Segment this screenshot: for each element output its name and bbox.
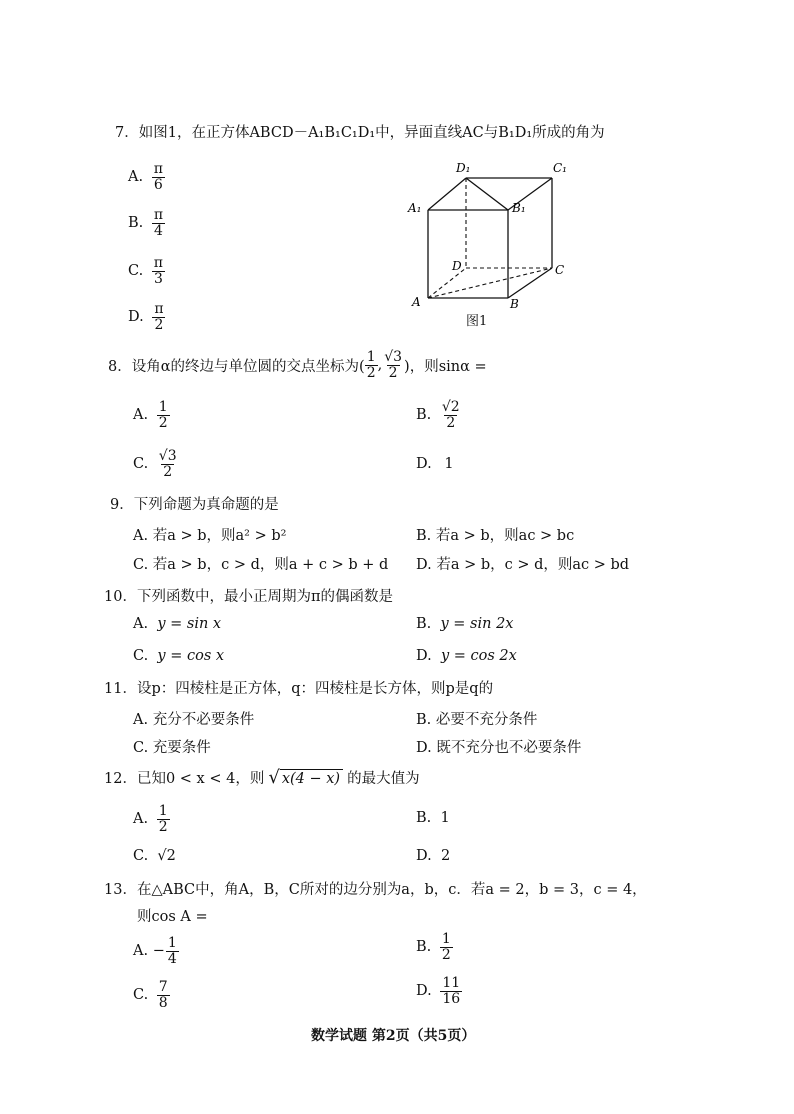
q9-option-b: B. 若a > b，则ac > bc — [416, 528, 575, 544]
q8-coord-y: $\frac{√3}{2}$ — [384, 349, 403, 381]
q12-option-a: A. $\frac{1}{2}$ — [133, 803, 168, 835]
q8-stem-prefix: 8．设角α的终边与单位圆的交点坐标为( — [108, 358, 365, 375]
q10-option-a: A. y = sin x — [133, 616, 222, 632]
option-fraction: $\frac{\pi}{6}$ — [153, 161, 163, 193]
vertex-c1: C₁ — [553, 161, 567, 175]
option-label: B. — [128, 215, 144, 232]
q7-option-d — [128, 302, 166, 332]
q10-stem: 10．下列函数中，最小正周期为π的偶函数是 — [104, 589, 393, 605]
option-fraction: $\frac{√3}{2}$ — [158, 448, 177, 480]
vertex-b: B — [510, 297, 519, 311]
q12-stem-suffix: 的最大值为 — [347, 771, 420, 787]
q7-option-c — [128, 256, 165, 286]
vertex-d1: D₁ — [456, 161, 471, 175]
figure-caption: 图1 — [466, 314, 488, 329]
page-footer: 数学试题 第2页（共5页） — [311, 1028, 476, 1044]
option-fraction: $\frac{1}{4}$ — [167, 935, 177, 967]
q12-option-d: D. 2 — [416, 848, 451, 864]
q10-option-b: B. y = sin 2x — [416, 616, 514, 632]
option-fraction: $\frac{1}{2}$ — [441, 931, 451, 963]
option-fraction: $\frac{1}{2}$ — [158, 803, 168, 835]
q13-stem-line1: 13．在△ABC中，角A，B，C所对的边分别为a，b，c．若a = 2，b = 3，c = 4， — [104, 882, 647, 898]
q8-option-c: C. $\frac{√3}{2}$ — [133, 448, 177, 480]
q8-option-a: A. $\frac{1}{2}$ — [133, 399, 168, 431]
option-label: D. — [128, 309, 144, 326]
q12-radicand: x(4 − x) — [280, 769, 343, 787]
q8-stem — [108, 350, 487, 380]
q8-stem-suffix: )，则sinα = — [404, 358, 487, 375]
vertex-a: A — [412, 295, 421, 309]
q8-option-b: B. $\frac{√2}{2}$ — [416, 399, 460, 431]
vertex-a1: A₁ — [408, 201, 422, 215]
option-fraction: $\frac{1}{2}$ — [158, 399, 168, 431]
q11-stem: 11．设p：四棱柱是正方体，q：四棱柱是长方体，则p是q的 — [104, 681, 494, 697]
radical-sign-icon: √ — [268, 766, 280, 788]
option-label: A. — [128, 169, 144, 186]
q8-option-d: D. 1 — [416, 456, 454, 472]
q12-stem-prefix: 12．已知0 < x < 4，则 — [104, 771, 265, 787]
option-fraction: $\frac{\pi}{4}$ — [153, 207, 164, 239]
q7-option-b — [128, 208, 165, 238]
q8-coord-sep: , — [377, 357, 383, 374]
edge-a1d1 — [428, 178, 466, 210]
q9-option-c: C. 若a > b，c > d，则a + c > b + d — [133, 557, 389, 573]
q10-option-d: D. y = cos 2x — [416, 648, 517, 664]
q11-option-a: A. 充分不必要条件 — [133, 712, 255, 728]
q12-stem — [104, 767, 420, 788]
option-fraction: $\frac{7}{8}$ — [158, 979, 168, 1011]
option-fraction: $\frac{\pi}{2}$ — [154, 301, 164, 333]
vertex-b1: B₁ — [512, 201, 526, 215]
q8-coord-x: $\frac{1}{2}$ — [366, 349, 376, 381]
edge-bc — [508, 268, 552, 298]
q11-option-c: C. 充要条件 — [133, 740, 211, 756]
q7-option-a — [128, 162, 165, 192]
q9-option-a: A. 若a > b，则a² > b² — [133, 528, 287, 544]
q12-radical — [268, 766, 343, 788]
q9-stem: 9．下列命题为真命题的是 — [110, 497, 279, 513]
q9-option-d: D. 若a > b，c > d，则ac > bd — [416, 557, 630, 573]
q13-option-d: D. $\frac{11}{16}$ — [416, 975, 461, 1007]
q13-option-b: B. $\frac{1}{2}$ — [416, 931, 451, 963]
q13-stem-line2: 则cos A = — [137, 909, 208, 925]
q11-option-b: B. 必要不充分条件 — [416, 712, 538, 728]
vertex-c: C — [555, 263, 565, 277]
option-fraction: $\frac{11}{16}$ — [442, 975, 461, 1007]
option-fraction: $\frac{√2}{2}$ — [441, 399, 460, 431]
q10-option-c: C. y = cos x — [133, 648, 225, 664]
q12-option-b: B. 1 — [416, 810, 450, 826]
vertex-d: D — [452, 259, 462, 273]
q13-option-c: C. $\frac{7}{8}$ — [133, 979, 168, 1011]
q7-stem: 7．如图1，在正方体ABCD－A₁B₁C₁D₁中，异面直线AC与B₁D₁所成的角为 — [115, 125, 605, 141]
edge-b1d1 — [466, 178, 508, 210]
option-fraction: $\frac{\pi}{3}$ — [153, 255, 163, 287]
q13-option-a: A. − $\frac{1}{4}$ — [133, 935, 177, 967]
cube-figure — [400, 150, 580, 330]
q11-option-d: D. 既不充分也不必要条件 — [416, 740, 582, 756]
option-label: C. — [128, 263, 144, 280]
q12-option-c: C. √2 — [133, 848, 176, 864]
